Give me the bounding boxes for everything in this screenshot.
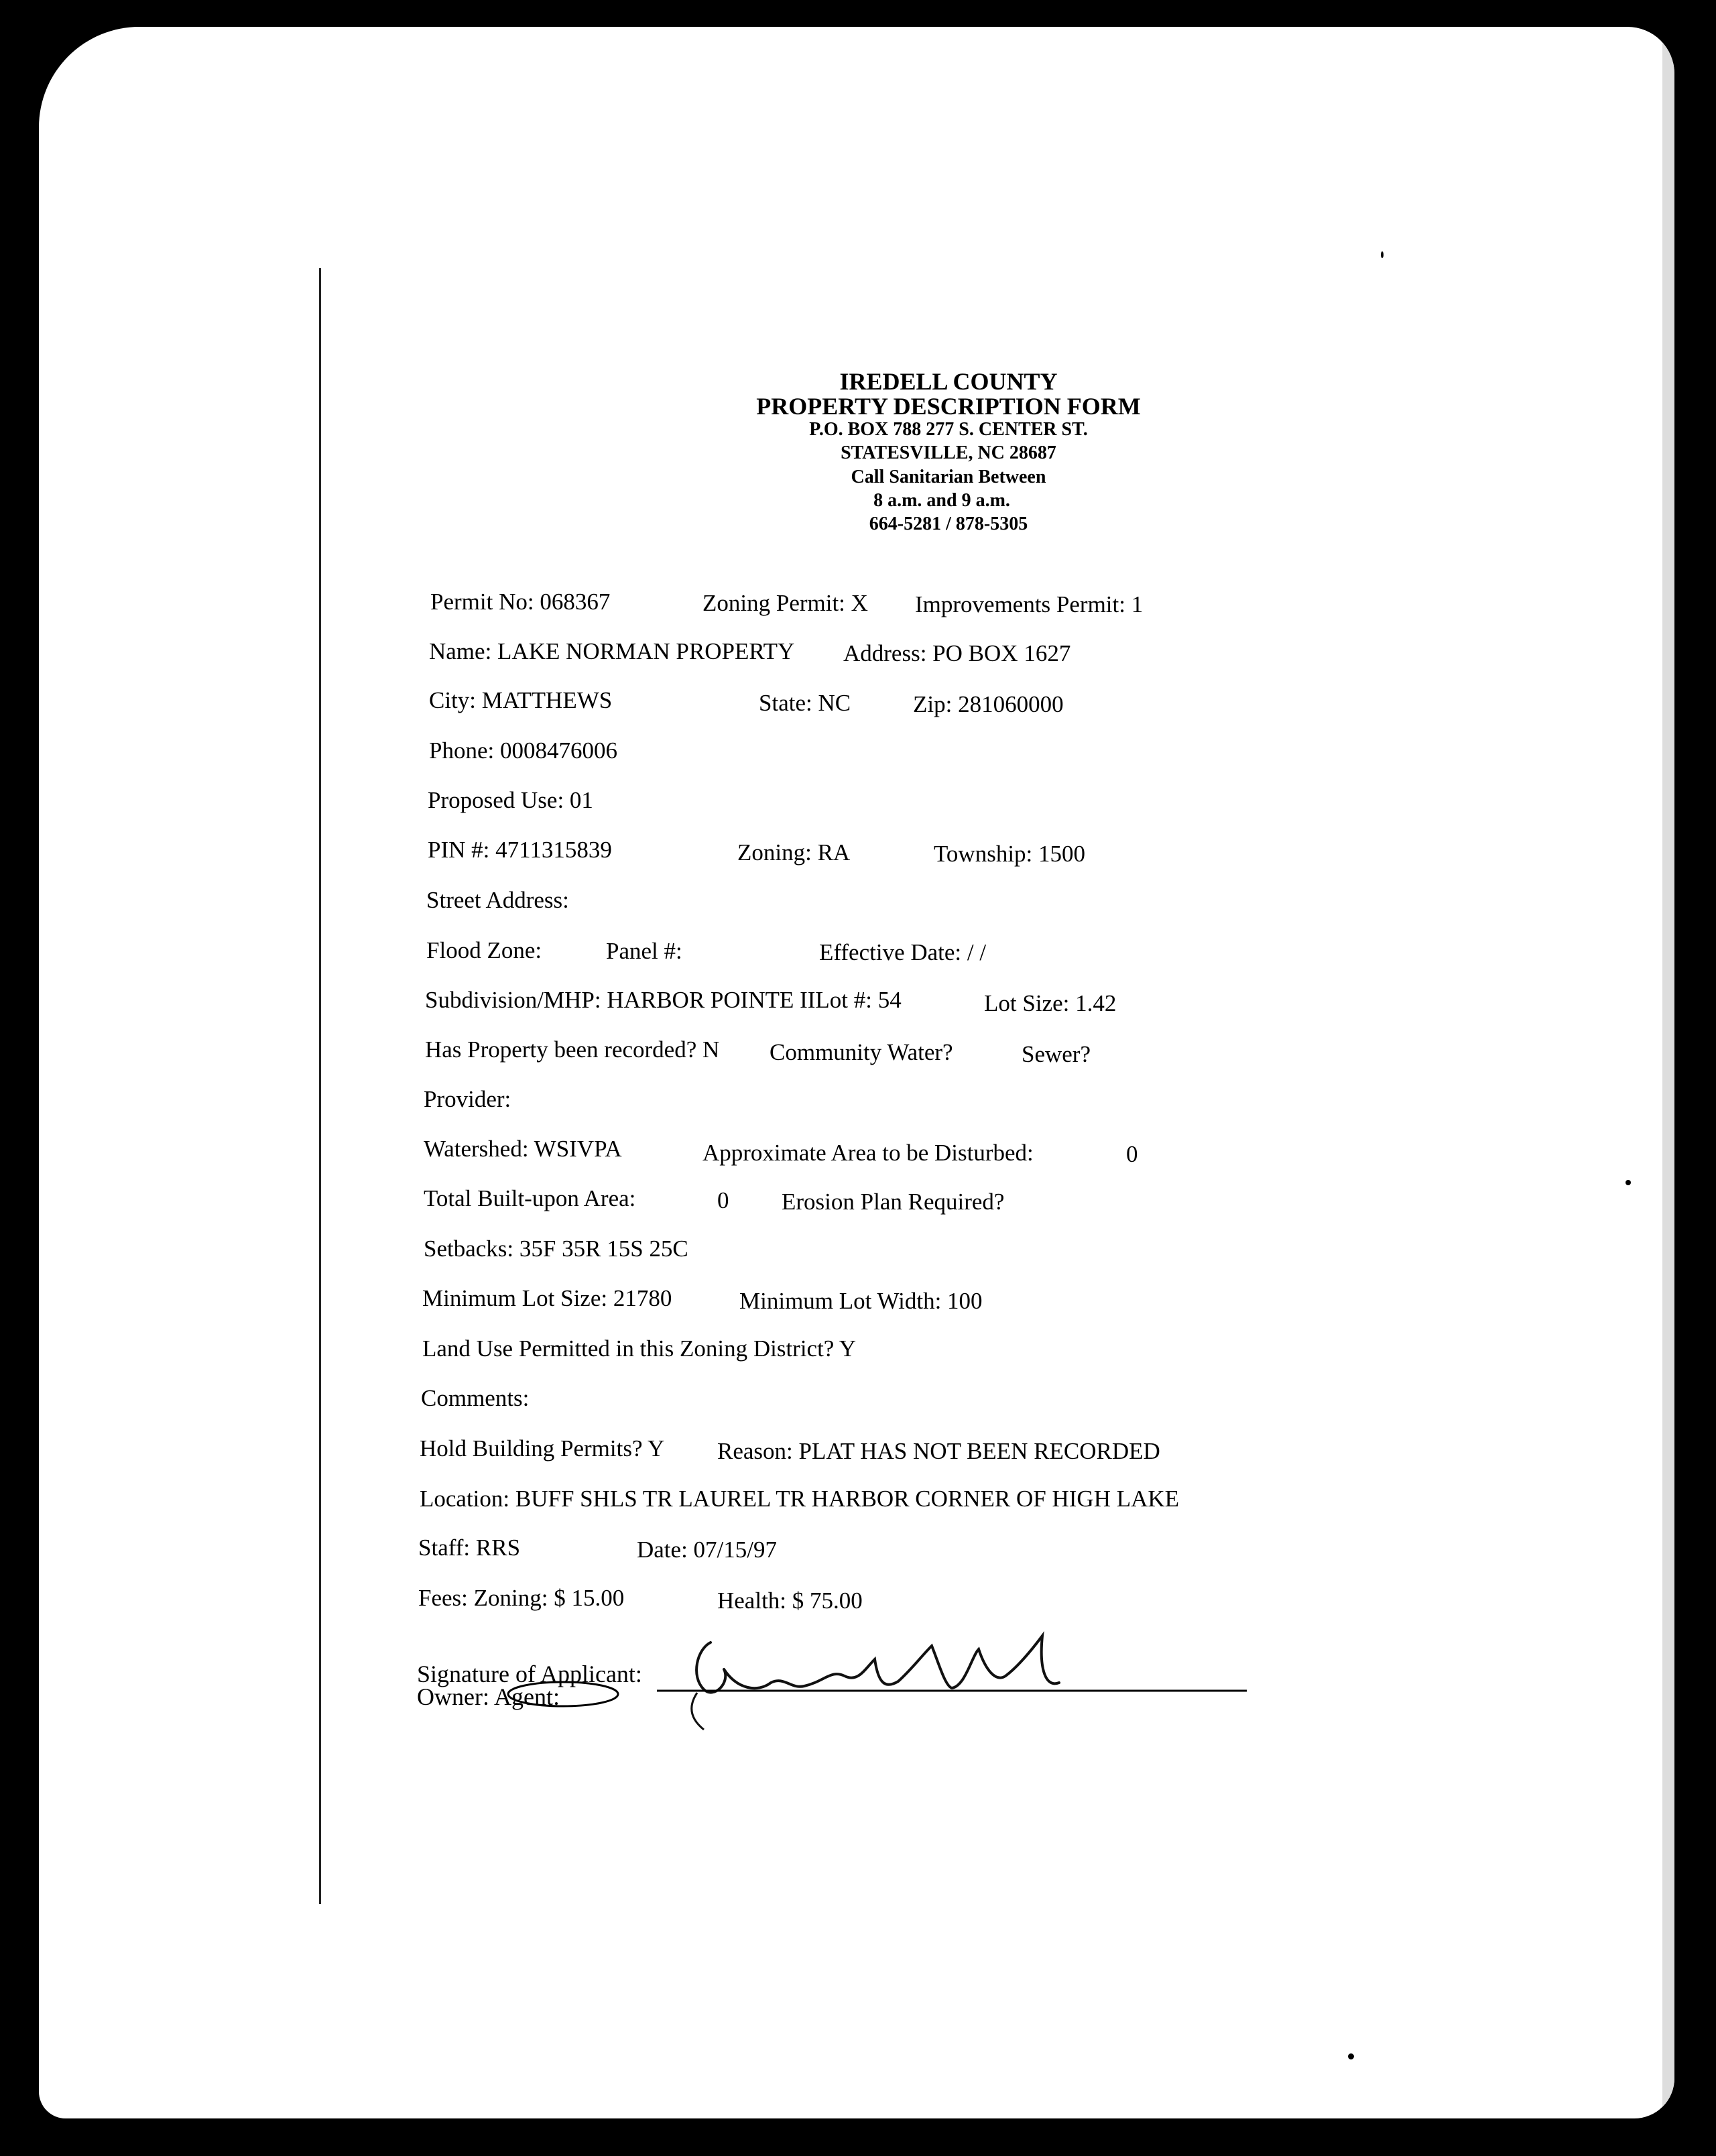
owner-agent-label: Owner: Agent: [417, 1683, 560, 1710]
township-field: Township: 1500 [934, 841, 1086, 867]
hold-reason: Reason: PLAT HAS NOT BEEN RECORDED [717, 1438, 1160, 1464]
watershed: Watershed: WSIVPA [424, 1136, 622, 1162]
staff: Staff: RRS [418, 1535, 521, 1561]
zoning-permit: Zoning Permit: X [702, 590, 868, 616]
pin-field: PIN #: 4711315839 [428, 837, 612, 863]
setbacks: Setbacks: 35F 35R 15S 25C [424, 1236, 688, 1262]
minimum-lot-size: Minimum Lot Size: 21780 [422, 1285, 672, 1311]
location: Location: BUFF SHLS TR LAUREL TR HARBOR CORNER OF HIGH LAKE [420, 1486, 1180, 1512]
community-water: Community Water? [770, 1039, 953, 1065]
applicant-signature [657, 1629, 1260, 1736]
zip-field: Zip: 281060000 [913, 691, 1064, 717]
speck [1626, 1180, 1631, 1185]
address-line2: STATESVILLE, NC 28687 [841, 442, 1056, 463]
erosion-plan: Erosion Plan Required? [782, 1189, 1005, 1215]
street-address: Street Address: [426, 887, 569, 913]
improvements-permit: Improvements Permit: 1 [915, 591, 1144, 617]
phone-numbers: 664-5281 / 878-5305 [869, 514, 1028, 534]
county-title: IREDELL COUNTY [839, 368, 1058, 395]
property-recorded: Has Property been recorded? N [425, 1036, 720, 1063]
proposed-use: Proposed Use: 01 [428, 787, 593, 813]
date: Date: 07/15/97 [637, 1537, 777, 1563]
name-field: Name: LAKE NORMAN PROPERTY [429, 638, 795, 664]
call-note-1: Call Sanitarian Between [851, 467, 1046, 487]
area-disturbed-label: Approximate Area to be Disturbed: [702, 1140, 1034, 1166]
provider: Provider: [424, 1086, 511, 1112]
sewer: Sewer? [1022, 1041, 1091, 1067]
lot-size: Lot Size: 1.42 [984, 990, 1117, 1016]
minimum-lot-width: Minimum Lot Width: 100 [739, 1288, 983, 1314]
panel-number: Panel #: [606, 938, 682, 964]
signature-label: Signature of Applicant: [417, 1661, 642, 1687]
speck [1381, 251, 1384, 258]
area-disturbed-value: 0 [1126, 1141, 1138, 1167]
fees-health: Health: $ 75.00 [717, 1588, 863, 1614]
address-field: Address: PO BOX 1627 [843, 640, 1071, 666]
built-upon-value: 0 [717, 1187, 729, 1213]
zoning-field: Zoning: RA [737, 839, 851, 865]
subdivision: Subdivision/MHP: HARBOR POINTE IILot #: 54 [425, 987, 902, 1013]
built-upon-label: Total Built-upon Area: [424, 1185, 636, 1211]
city-field: City: MATTHEWS [429, 687, 613, 713]
page-edge-shadow [39, 27, 1674, 2118]
state-field: State: NC [759, 690, 851, 716]
agent-circle [503, 1677, 623, 1711]
hold-building-permits: Hold Building Permits? Y [420, 1435, 665, 1461]
document-page [39, 27, 1674, 2118]
address-line1: P.O. BOX 788 277 S. CENTER ST. [809, 419, 1088, 440]
speck [1348, 2053, 1354, 2059]
flood-zone: Flood Zone: [426, 937, 542, 963]
call-note-2: 8 a.m. and 9 a.m. [873, 490, 1010, 511]
land-use-permitted: Land Use Permitted in this Zoning District? Y [422, 1335, 857, 1362]
fees-zoning: Fees: Zoning: $ 15.00 [418, 1585, 625, 1611]
permit-no: Permit No: 068367 [430, 589, 611, 615]
form-title: PROPERTY DESCRIPTION FORM [756, 393, 1141, 420]
comments: Comments: [421, 1385, 530, 1411]
effective-date: Effective Date: / / [819, 939, 987, 965]
phone-field: Phone: 0008476006 [429, 737, 617, 764]
